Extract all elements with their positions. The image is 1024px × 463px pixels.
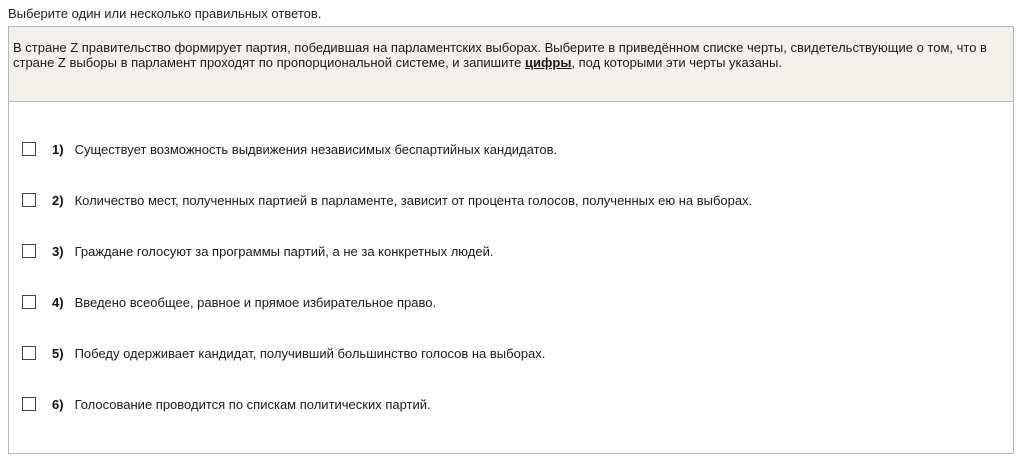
option-5-text: Победу одерживает кандидат, получивший большинство голосов на выборах. — [74, 345, 546, 361]
option-6-number: 6) — [52, 396, 64, 412]
option-6[interactable] — [22, 394, 431, 414]
option-1-text: Существует возможность выдвижения независимых беспартийных кандидатов. — [74, 141, 558, 157]
option-4-checkbox[interactable] — [22, 295, 36, 309]
option-4[interactable] — [22, 292, 436, 312]
option-1-checkbox[interactable] — [22, 142, 36, 156]
option-4-text: Введено всеобщее, равное и прямое избирательное право. — [74, 294, 437, 310]
option-5[interactable] — [22, 343, 545, 363]
option-3-number: 3) — [52, 243, 64, 259]
option-2-number: 2) — [52, 192, 64, 208]
question-text-before: В стране Z правительство формирует партия, победившая на парламентских выборах. Выберите в приведённом списке черты, свидетельствующие о том, что в стране Z выборы в парламент проходят по пропорциональной системе, и запишите — [13, 40, 987, 70]
option-3-text: Граждане голосуют за программы партий, а не за конкретных людей. — [74, 243, 494, 259]
option-5-number: 5) — [52, 345, 64, 361]
question-text — [9, 27, 1013, 102]
option-3-checkbox[interactable] — [22, 244, 36, 258]
option-1[interactable] — [22, 139, 557, 159]
option-2[interactable] — [22, 190, 752, 210]
question-text-after: , под которыми эти черты указаны. — [571, 55, 782, 70]
option-1-number: 1) — [52, 141, 64, 157]
task-box — [8, 26, 1014, 454]
option-2-text: Количество мест, полученных партией в парламенте, зависит от процента голосов, полученных ею на выборах. — [74, 192, 753, 208]
option-6-checkbox[interactable] — [22, 397, 36, 411]
option-2-checkbox[interactable] — [22, 193, 36, 207]
instruction-text: Выберите один или несколько правильных ответов. — [8, 6, 322, 21]
option-6-text: Голосование проводится по спискам политических партий. — [74, 396, 431, 412]
option-3[interactable] — [22, 241, 493, 261]
option-5-checkbox[interactable] — [22, 346, 36, 360]
question-keyword: цифры — [525, 55, 572, 70]
option-4-number: 4) — [52, 294, 64, 310]
